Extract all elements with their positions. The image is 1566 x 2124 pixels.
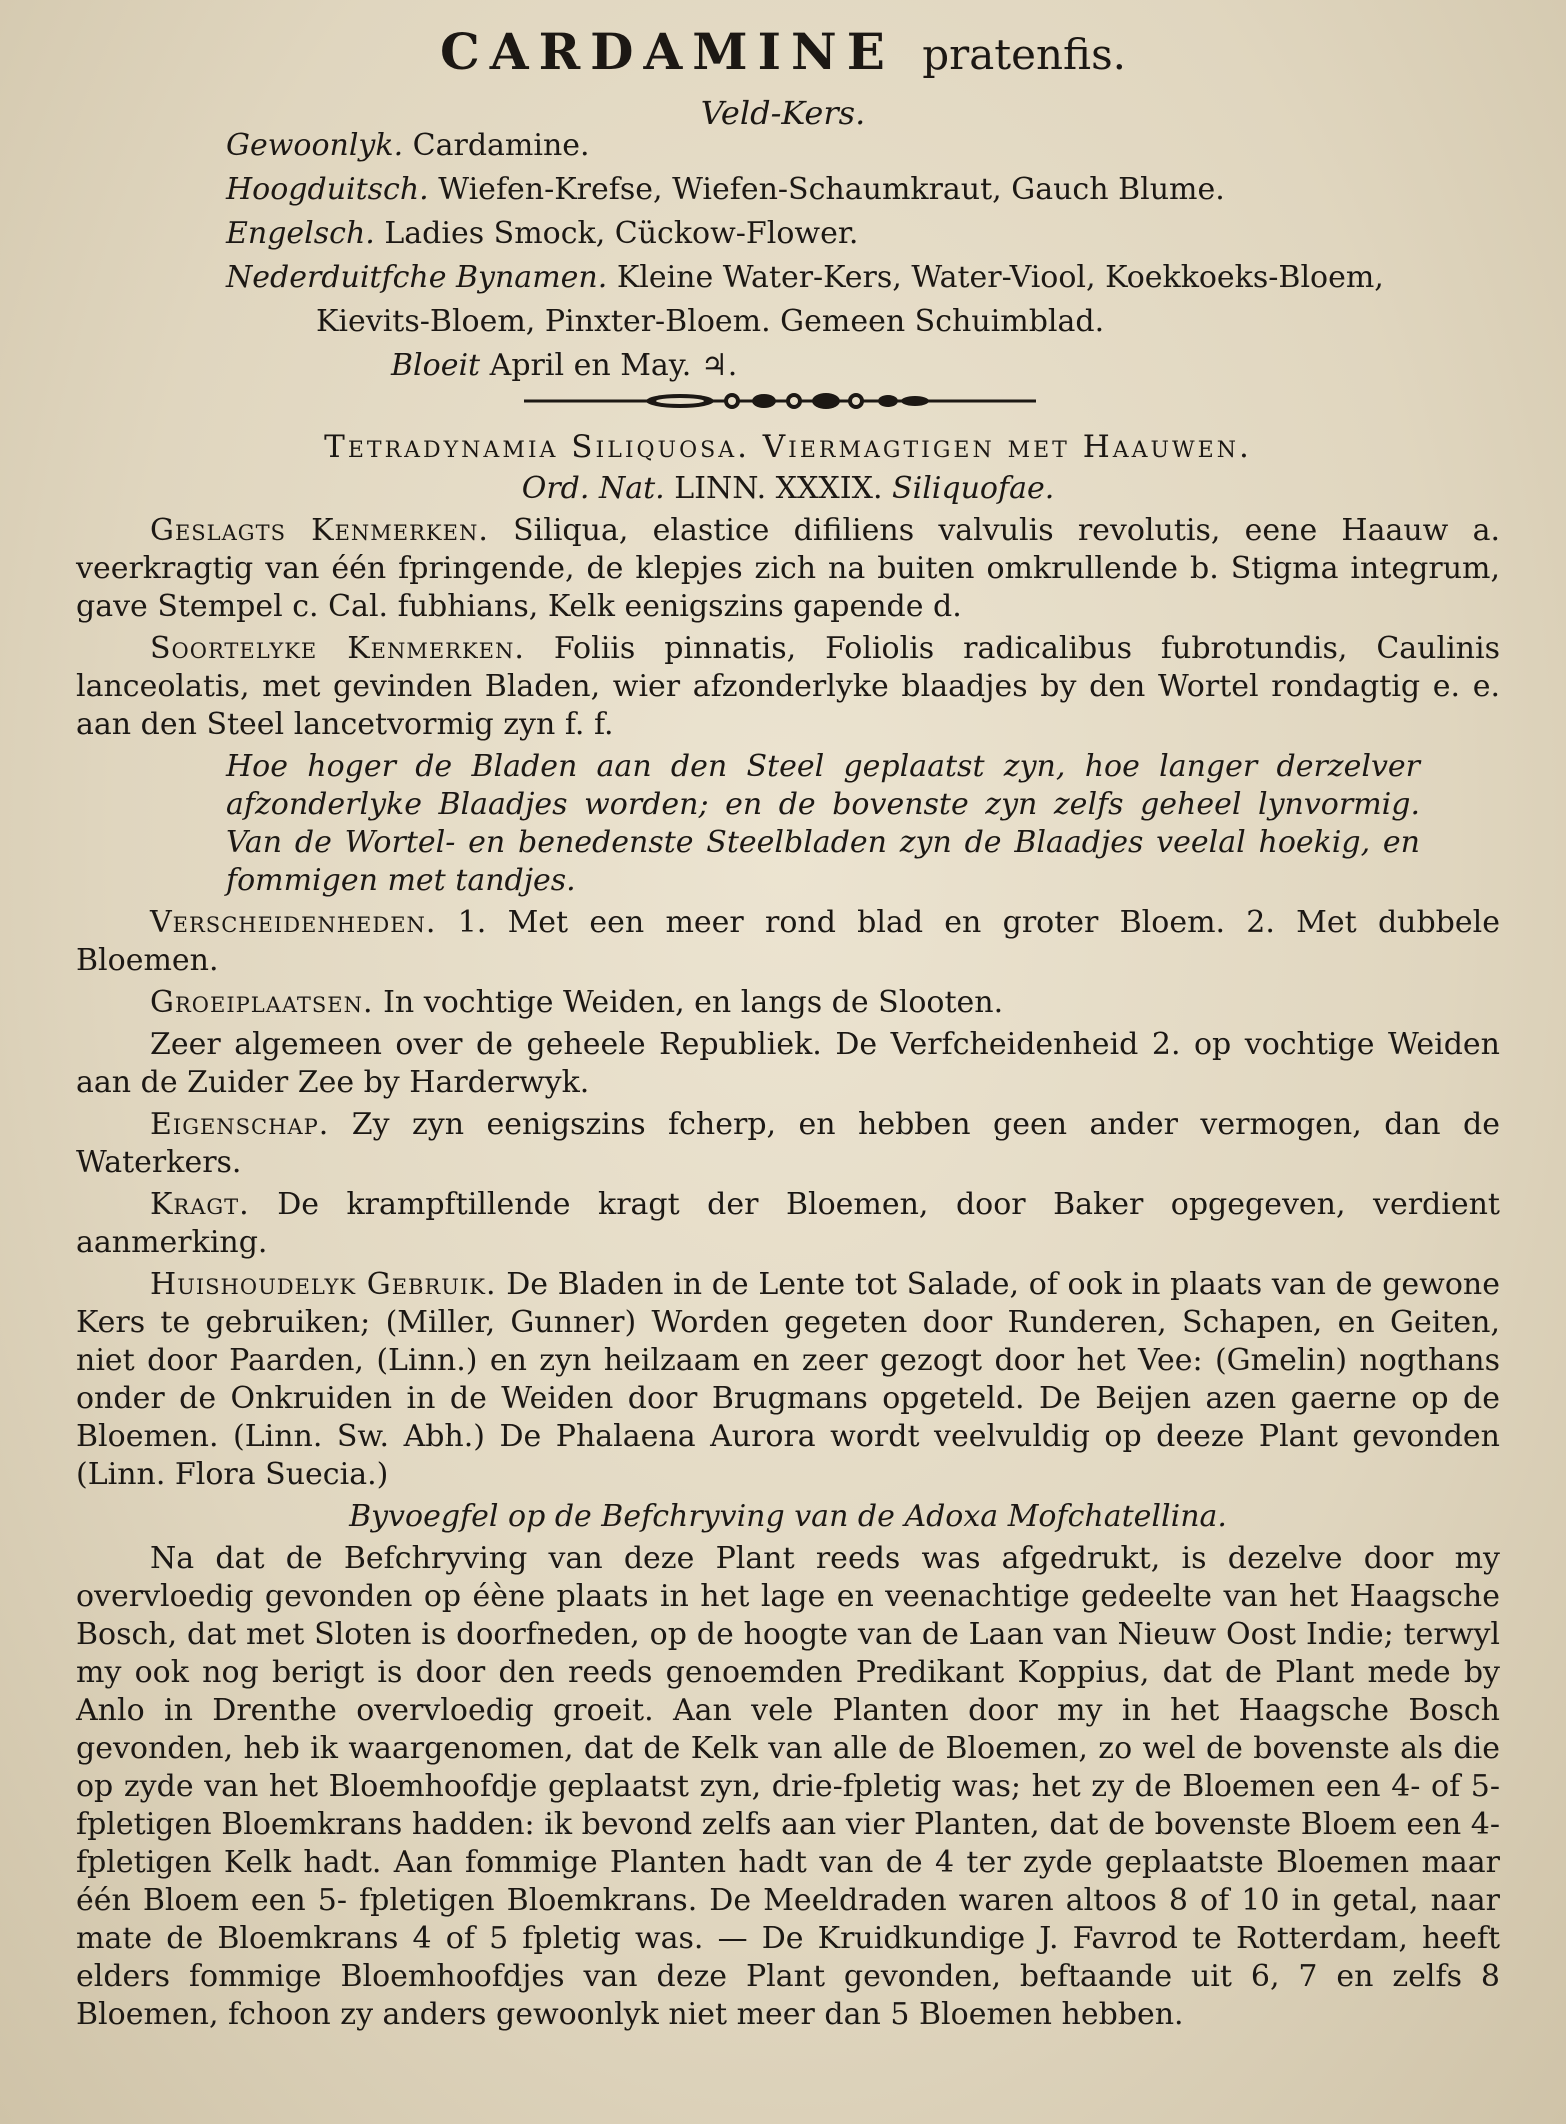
ornament-divider xyxy=(520,386,1040,416)
species-name: pratenfis. xyxy=(922,30,1126,79)
groeiplaatsen-detail: Zeer algemeen over de geheele Republiek. De Verfcheidenheid 2. op vochtige Weiden aan de Zuider Zee by Harderwyk. xyxy=(76,1027,1500,1100)
classification-heading: Tetradynamia Siliquosa. Viermagtigen met Haauwen. xyxy=(324,429,1252,465)
huishoudelyk-gebruik: Huishoudelyk Gebruik. De Bladen in de Lente tot Salade, of ook in plaats van de gewone Kers te gebruiken; (Miller, Gunner) Worden gegeten door Runderen, Schapen, en Geiten, niet door Paarden, (Linn.) en zyn heilzaam en zeer gezogt door het Vee: (Gmelin) nogthans onder de Onkruiden in de Weiden door Brugmans opgeteld. De Beijen azen gaerne op de Bloemen. (Linn. Sw. Abh.) De Phalaena Aurora wordt veelvuldig op deeze Plant gevonden (Linn. Flora Suecia.) xyxy=(76,1267,1500,1492)
leaf-note: Hoe hoger de Bladen aan den Steel geplaatst zyn, hoe langer derzelver afzonderlyke Blaadjes worden; en de bovenste zyn zelfs geheel lynvormig. Van de Wortel- en benedenste Steelbladen zyn de Blaadjes veelal hoekig, en fommigen met tandjes. xyxy=(226,749,1420,898)
soortelyke-kenmerken: Soortelyke Kenmerken. Foliis pinnatis, Foliolis radicalibus fubrotundis, Caulinis lanceolatis, met gevinden Bladen, wier afzonderlyke blaadjes by den Wortel rondagtig e. e. aan den Steel lancetvormig zyn f. f. xyxy=(76,631,1500,742)
eigenschap: Eigenschap. Zy zyn eenigszins fcherp, en hebben geen ander vermogen, dan de Waterkers. xyxy=(76,1107,1500,1180)
name-line-nederduitsche: Nederduitfche Bynamen. Kleine Water-Kers, Water-Viool, Koekkoeks-Bloem, xyxy=(226,260,1384,295)
name-line-engelsch: Engelsch. Ladies Smock, Cückow-Flower. xyxy=(226,216,859,251)
common-names-block xyxy=(226,124,1516,388)
name-line-bloeit: Bloeit April en May. ♃. xyxy=(391,348,738,383)
genus-name: CARDAMINE xyxy=(440,22,895,81)
groeiplaatsen: Groeiplaatsen. In vochtige Weiden, en langs de Slooten. xyxy=(150,985,1004,1020)
name-line-gewoonlyk: Gewoonlyk. Cardamine. xyxy=(226,128,590,163)
verscheidenheden: Verscheidenheden. 1. Met een meer rond blad en groter Bloem. 2. Met dubbele Bloemen. xyxy=(76,905,1500,978)
name-line-continued: Kievits-Bloem, Pinxter-Bloem. Gemeen Schuimblad. xyxy=(316,304,1105,339)
description-body xyxy=(76,428,1500,2038)
geslagts-kenmerken: Geslagts Kenmerken. Siliqua, elastice difiliens valvulis revolutis, eene Haauw a. veerkragtig van één fpringende, de klepjes zich na buiten omkrullende b. Stigma integrum, gave Stempel c. Cal. fubhians, Kelk eenigszins gapende d. xyxy=(76,513,1500,624)
classification-order: Ord. Nat. LINN. XXXIX. Siliquofae. xyxy=(521,471,1055,506)
kragt: Kragt. De krampftillende kragt der Bloemen, door Baker opgegeven, verdient aanmerking. xyxy=(76,1187,1500,1260)
page-title xyxy=(0,22,1566,81)
page-subtitle: Veld-Kers. xyxy=(700,94,866,132)
addendum-text: Na dat de Befchryving van deze Plant reeds was afgedrukt, is dezelve door my overvloedig gevonden op éène plaats in het lage en veenachtige gedeelte van het Haagsche Bosch, dat met Sloten is doorfneden, op de hoogte van de Laan van Nieuw Oost Indie; terwyl my ook nog berigt is door den reeds genoemden Predikant Koppius, dat de Plant mede by Anlo in Drenthe overvloedig groeit. Aan vele Planten door my in het Haagsche Bosch gevonden, heb ik waargenomen, dat de Kelk van alle de Bloemen, zo wel de bovenste als die op zyde van het Bloemhoofdje geplaatst zyn, drie-fpletig was; het zy de Bloemen een 4- of 5- fpletigen Bloemkrans hadden: ik bevond zelfs aan vier Planten, dat de bovenste Bloem een 4- fpletigen Kelk hadt. Aan fommige Planten hadt van de 4 ter zyde geplaatste Bloemen maar één Bloem een 5- fpletigen Bloemkrans. De Meeldraden waren altoos 8 of 10 in getal, naar mate de Bloemkrans 4 of 5 fpletig was. — De Kruidkundige J. Favrod te Rotterdam, heeft elders fommige Bloemhoofdjes van deze Plant gevonden, beftaande uit 6, 7 en zelfs 8 Bloemen, fchoon zy anders gewoonlyk niet meer dan 5 Bloemen hebben. xyxy=(76,1541,1500,2032)
addendum-title: Byvoegfel op de Befchryving van de Adoxa Mofchatellina. xyxy=(349,1499,1227,1534)
name-line-hoogduitsch: Hoogduitsch. Wiefen-Krefse, Wiefen-Schaumkraut, Gauch Blume. xyxy=(226,172,1225,207)
